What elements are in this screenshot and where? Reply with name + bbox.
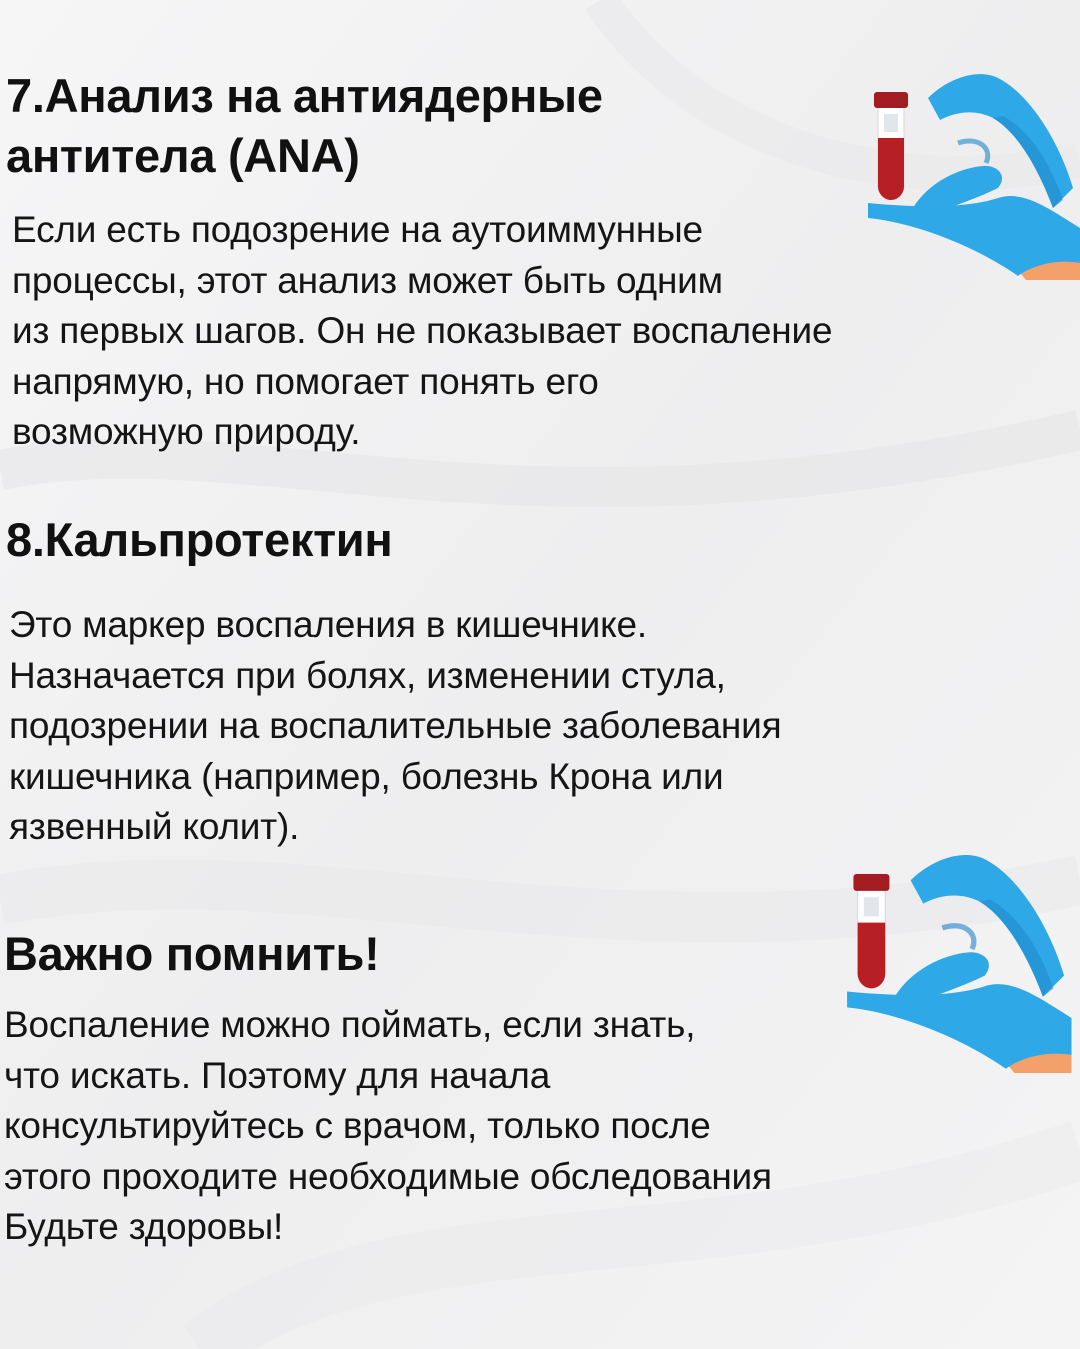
body-line: напрямую, но помогает понять его (12, 360, 599, 402)
section-7-title (6, 66, 603, 186)
reminder-title (4, 924, 379, 984)
body-line: возможную природу. (12, 411, 361, 452)
section-7-title-line1: 7.Анализ на антиядерные (6, 69, 603, 122)
body-line: Это маркер воспаления в кишечнике. (9, 604, 647, 645)
body-line: Воспаление можно поймать, если знать, (4, 1004, 696, 1045)
body-line: что искать. Поэтому для начала (4, 1054, 551, 1096)
body-line: язвенный колит). (9, 806, 300, 847)
reminder-body (4, 1000, 772, 1253)
body-line: консультируйтесь с врачом, только после (4, 1105, 711, 1146)
body-line: Если есть подозрение на аутоиммунные (12, 209, 703, 250)
body-line: процессы, этот анализ может быть одним (12, 259, 723, 301)
section-8-body (9, 600, 781, 853)
section-8-title (6, 510, 392, 570)
section-7-body (12, 205, 832, 458)
body-line: Будьте здоровы! (4, 1206, 284, 1247)
body-line: из первых шагов. Он не показывает воспаление (12, 310, 833, 351)
section-8-title-text: 8.Кальпротектин (6, 513, 393, 566)
body-line: Назначается при болях, изменении стула, (9, 654, 726, 696)
body-line: кишечника (например, болезнь Крона или (9, 755, 724, 797)
body-line: этого проходите необходимые обследования (4, 1155, 772, 1197)
body-line: подозрении на воспалительные заболевания (9, 705, 782, 746)
section-7-title-line2: антитела (ANA) (6, 129, 360, 182)
reminder-title-text: Важно помнить! (4, 927, 380, 980)
